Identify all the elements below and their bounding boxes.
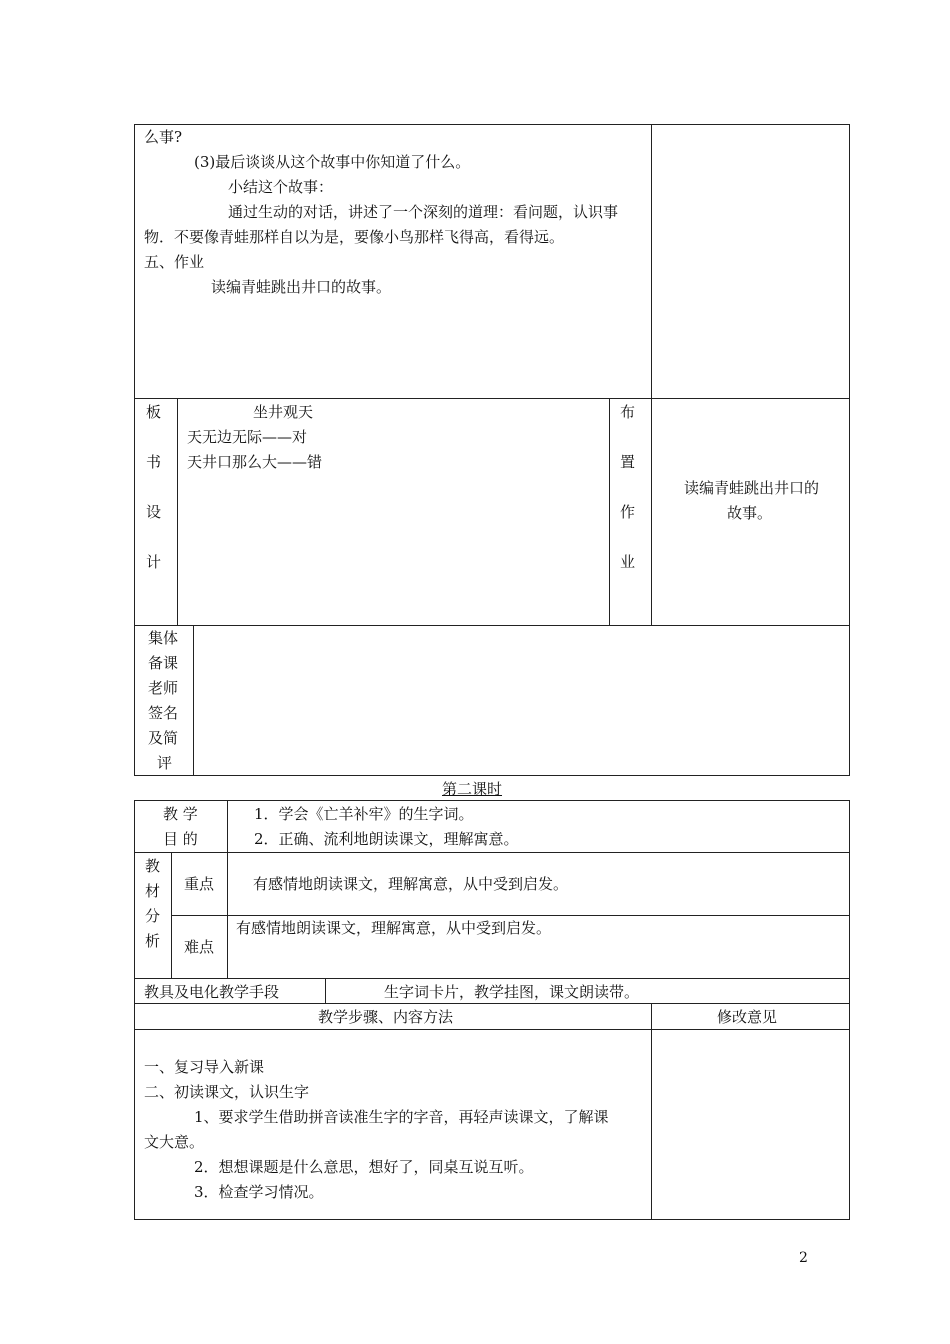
material-label-char: 材 — [145, 882, 161, 900]
material-label-char: 教 — [145, 857, 161, 875]
lesson2-title: 第二课时 — [442, 780, 503, 798]
table1-divider-board — [134, 398, 850, 399]
table2-divider-material-label — [171, 852, 172, 978]
homework-label-char: 作 — [620, 503, 636, 521]
homework-text: 故事。 — [727, 504, 773, 522]
table1-divider-homework-label — [609, 398, 610, 625]
step-line: 3．检查学习情况。 — [194, 1183, 324, 1201]
step-line: 一、复习导入新课 — [144, 1058, 265, 1076]
page-number: 2 — [799, 1250, 808, 1266]
step-line: 小结这个故事： — [228, 178, 334, 196]
step-line: 么事? — [144, 128, 183, 146]
table2-divider-revise — [651, 1003, 652, 1220]
revise-header: 修改意见 — [717, 1008, 778, 1026]
step-line: 1、要求学生借助拼音读准生字的字音，再轻声读课文，了解课 — [194, 1108, 609, 1126]
table1-divider-review-label — [193, 625, 194, 776]
board-label-char: 书 — [146, 453, 162, 471]
board-label-char: 计 — [146, 553, 162, 571]
homework-label-char: 置 — [620, 453, 636, 471]
board-title: 坐井观天 — [253, 403, 314, 421]
homework-label-char: 布 — [620, 403, 636, 421]
step-line: 文大意。 — [144, 1133, 205, 1151]
board-line: 天井口那么大——错 — [187, 453, 323, 471]
table2-divider-goals — [134, 852, 850, 853]
review-label-line: 签名 — [148, 704, 179, 722]
key-point-text: 有感情地朗读课文，理解寓意，从中受到启发。 — [253, 875, 569, 893]
table1-divider-review — [134, 625, 850, 626]
homework-text: 读编青蛙跳出井口的 — [684, 479, 820, 497]
step-line: (3)最后谈谈从这个故事中你知道了什么。 — [194, 153, 471, 171]
difficulty-text: 有感情地朗读课文，理解寓意，从中受到启发。 — [236, 919, 552, 937]
table1-divider-board-label — [177, 398, 178, 625]
board-label-char: 板 — [146, 403, 162, 421]
table2-divider-goal-label — [227, 800, 228, 978]
material-label-char: 分 — [145, 907, 161, 925]
table2-divider-tools-label — [325, 978, 326, 1003]
step-line: 物．不要像青蛙那样自以为是，要像小鸟那样飞得高，看得远。 — [144, 228, 565, 246]
difficulty-label: 难点 — [184, 938, 215, 956]
goal-label-line: 教 学 — [163, 805, 198, 823]
step-line: 读编青蛙跳出井口的故事。 — [211, 278, 392, 296]
table2-divider-header — [134, 1029, 850, 1030]
goal-line: 2．正确、流利地朗读课文，理解寓意。 — [254, 830, 519, 848]
review-label-line: 及简 — [148, 729, 179, 747]
key-point-label: 重点 — [184, 875, 215, 893]
table2-divider-materials — [134, 978, 850, 979]
tools-text: 生字词卡片，教学挂图，课文朗读带。 — [384, 983, 640, 1001]
tools-label: 教具及电化教学手段 — [144, 983, 280, 1001]
steps-header: 教学步骤、内容方法 — [318, 1008, 454, 1026]
goal-line: 1．学会《亡羊补牢》的生字词。 — [254, 805, 474, 823]
table1-divider-main — [651, 124, 652, 625]
step-line: 通过生动的对话，讲述了一个深刻的道理：看问题，认识事 — [228, 203, 619, 221]
review-label-line: 备课 — [148, 654, 179, 672]
material-label-char: 析 — [145, 932, 161, 950]
goal-label-line: 目 的 — [163, 830, 198, 848]
review-label-line: 老师 — [148, 679, 179, 697]
review-label-line: 评 — [157, 754, 173, 772]
board-line: 天无边无际——对 — [187, 428, 308, 446]
step-line: 二、初读课文，认识生字 — [144, 1083, 310, 1101]
homework-label-char: 业 — [620, 553, 636, 571]
step-line: 2．想想课题是什么意思，想好了，同桌互说互听。 — [194, 1158, 534, 1176]
review-label-line: 集体 — [148, 629, 179, 647]
table2-divider-tools — [134, 1003, 850, 1004]
board-label-char: 设 — [146, 503, 162, 521]
step-line: 五、作业 — [144, 253, 205, 271]
table2-divider-key — [171, 915, 850, 916]
